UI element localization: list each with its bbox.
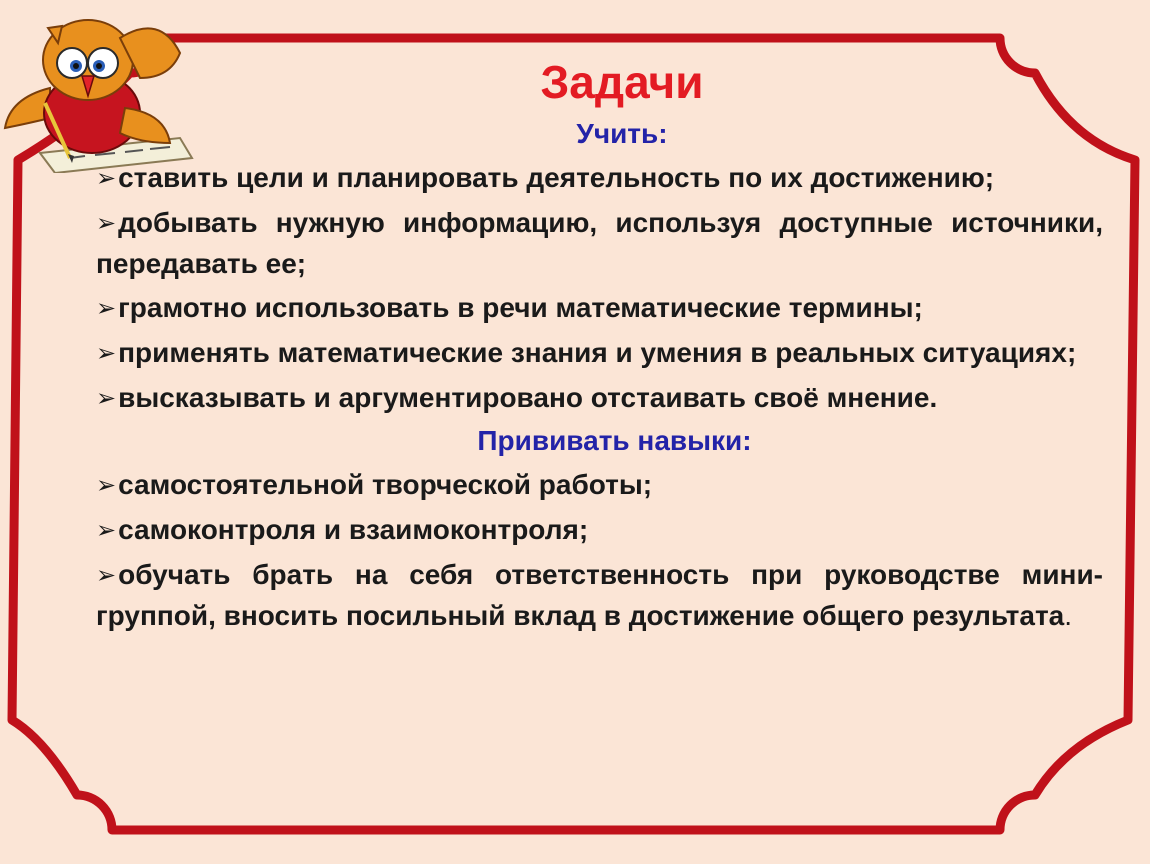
arrow-bullet-icon: ➢ [96,385,117,412]
list-item: ➢грамотно использовать в речи математические термины; [96,292,923,323]
arrow-bullet-icon: ➢ [96,340,117,367]
list-item: ➢применять математические знания и умения в реальных ситуациях; [96,337,1077,368]
skills-list [96,465,1103,636]
arrow-bullet-icon: ➢ [96,517,117,544]
list-item: ➢ставить цели и планировать деятельность по их достижению; [96,162,995,193]
list-item: ➢самоконтроля и взаимоконтроля; [96,514,589,545]
arrow-bullet-icon: ➢ [96,295,117,322]
slide-content [96,52,1103,640]
final-period: . [1064,600,1073,631]
section-heading-skills: Прививать навыки: [477,425,752,456]
arrow-bullet-icon: ➢ [96,165,117,192]
arrow-bullet-icon: ➢ [96,210,117,237]
slide-title: Задачи [540,56,704,108]
arrow-bullet-icon: ➢ [96,562,117,589]
list-item: ➢самостоятельной творческой работы; [96,469,653,500]
teach-list [96,158,1103,419]
list-item: ➢добывать нужную информацию, используя доступные источники, передавать ее; [96,207,1103,279]
list-item: ➢высказывать и аргументировано отстаивать своё мнение. [96,382,938,413]
arrow-bullet-icon: ➢ [96,472,117,499]
section-heading-teach: Учить: [576,118,668,149]
list-item: ➢обучать брать на себя ответственность при руководстве мини-группой, вносить посильный вклад в достижение общего результата. [96,559,1103,631]
